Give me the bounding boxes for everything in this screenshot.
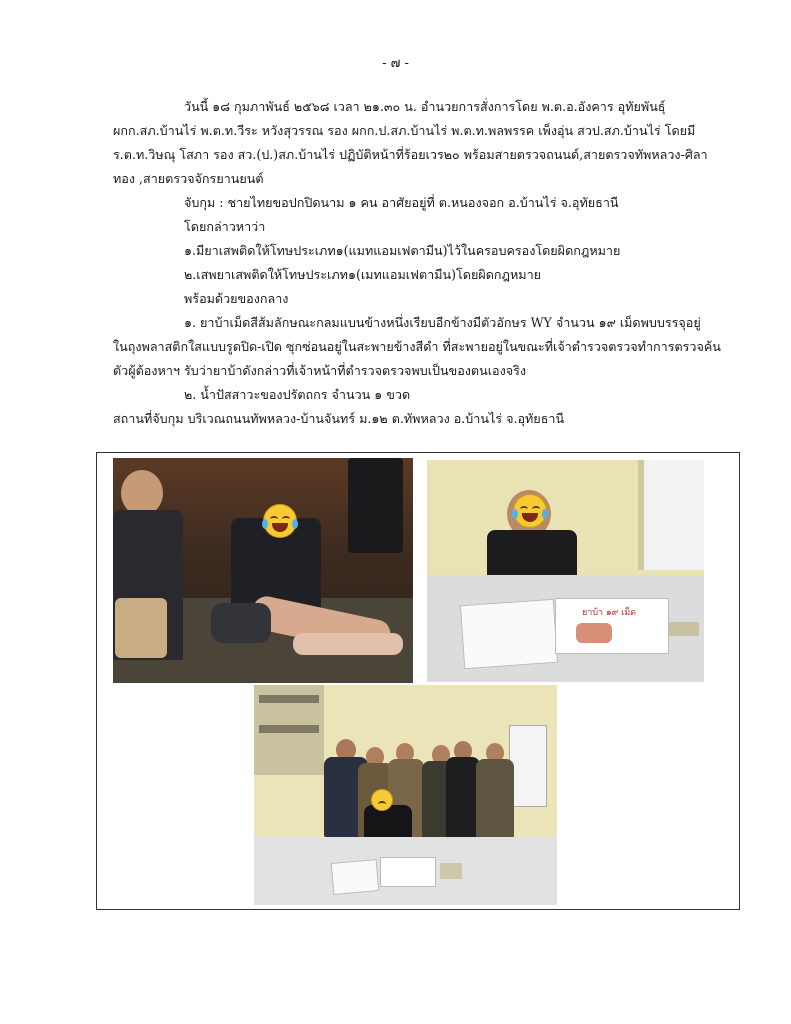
evidence-1-line-1: ๑. ยาบ้าเม็ดสีส้มลักษณะกลมแบนข้างหนึ่งเรียบอีกข้างมีตัวอักษร WY จำนวน ๑๙ เม็ดพบบรรจุอยู่ xyxy=(184,315,701,330)
evidence-1-line-2: ในถุงพลาสติกใสแบบรูดปิด-เปิด ซุกซ่อนอยู่ในสะพายข้างสีดำ ที่สะพายอยู่ในขณะที่เจ้าตำรวจตรวจทำการตรวจค้น xyxy=(113,339,721,354)
accusation-heading: โดยกล่าวหาว่า xyxy=(184,219,266,234)
arrest-location: สถานที่จับกุม บริเวณถนนทัพหลวง-บ้านจันทร์ ม.๑๒ ต.ทัพหลวง อ.บ้านไร่ จ.อุทัยธานี xyxy=(113,411,565,426)
paragraph-line-2: ผกก.สภ.บ้านไร่ พ.ต.ท.วีระ หวังสุวรรณ รอง ผกก.ป.สภ.บ้านไร่ พ.ต.ท.พลพรรค เพ็งอุ่น สวป.สภ.บ้านไร่ โดยมี xyxy=(113,123,696,138)
arrest-line: จับกุม : ชายไทยขอปกปิดนาม ๑ คน อาศัยอยู่ที่ ต.หนองจอก อ.บ้านไร่ จ.อุทัยธานี xyxy=(184,195,619,210)
photo-frame xyxy=(96,452,740,910)
evidence-note-label: ยาบ้า ๑๙ เม็ด xyxy=(582,608,636,618)
face-blur-emoji-1 xyxy=(263,504,297,538)
face-blur-emoji-2 xyxy=(513,494,547,528)
paragraph-line-4: ทอง ,สายตรวจจักรยานยนต์ xyxy=(113,171,264,186)
page-number: - ๗ - xyxy=(382,56,409,71)
photo-arrest-scene xyxy=(113,458,413,683)
evidence-2: ๒. น้ำปัสสาวะของปรัตถกร จำนวน ๑ ขวด xyxy=(184,387,411,402)
face-blur-emoji-3 xyxy=(371,789,393,811)
paragraph-line-3: ร.ต.ท.วิษณุ โสภา รอง สว.(ป.)สภ.บ้านไร่ ปฏิบัติหน้าที่ร้อยเวร๒๐ พร้อมสายตรวจถนนด์,สายตรวจทัพหลวง-ศิลา xyxy=(113,147,708,162)
evidence-heading: พร้อมด้วยของกลาง xyxy=(184,291,289,306)
evidence-1-line-3: ตัวผู้ต้องหาฯ รับว่ายาบ้าดังกล่าวที่เจ้าหน้าที่ตำรวจตรวจพบเป็นของตนเองจริง xyxy=(113,363,527,378)
accusation-1: ๑.มียาเสพติดให้โทษประเภท๑(แมทแอมเฟตามีน)ไว้ในครอบครองโดยผิดกฎหมาย xyxy=(184,243,621,258)
photo-group-officers xyxy=(254,685,557,905)
accusation-2: ๒.เสพยาเสพติดให้โทษประเภท๑(เมทแอมเฟตามีน)โดยผิดกฎหมาย xyxy=(184,267,542,282)
photo-suspect-table xyxy=(427,460,704,682)
paragraph-line-1: วันนี้ ๑๘ กุมภาพันธ์ ๒๕๖๘ เวลา ๒๑.๓๐ น. อำนวยการสั่งการโดย พ.ต.อ.อังคาร อุทัยพันธุ์ xyxy=(184,99,666,114)
